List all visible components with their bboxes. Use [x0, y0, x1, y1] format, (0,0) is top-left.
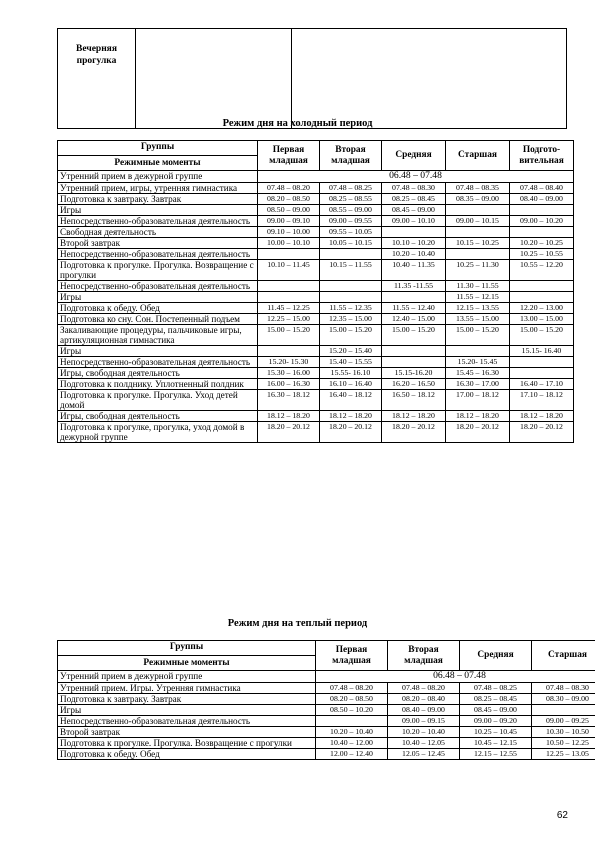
- time-cell: 18.20 – 20.12: [382, 422, 446, 443]
- time-cell: [510, 227, 574, 238]
- time-cell: 10.10 – 11.45: [258, 260, 320, 281]
- row-label: Подготовка ко сну. Сон. Постепенный подъем: [58, 314, 258, 325]
- table-row: [58, 738, 595, 749]
- header-col: Средняя: [382, 141, 446, 171]
- time-cell: 10.40 – 12.05: [388, 738, 460, 749]
- time-cell: 08.20 – 08.50: [258, 194, 320, 205]
- time-cell: [382, 227, 446, 238]
- time-cell: [258, 281, 320, 292]
- time-cell: 15.20 – 15.40: [320, 346, 382, 357]
- time-cell: 10.40 – 12.00: [316, 738, 388, 749]
- time-cell: 11.55 – 12.40: [382, 303, 446, 314]
- header-groups: Группы: [58, 642, 315, 656]
- header-col: Вторая младшая: [388, 641, 460, 671]
- table-row: [58, 227, 574, 238]
- cold-span-row: [58, 171, 574, 183]
- time-cell: 12.05 – 12.45: [388, 749, 460, 760]
- time-cell: 09.00 – 09.55: [320, 216, 382, 227]
- time-cell: 15.00 – 15.20: [382, 325, 446, 346]
- header-groups-moments: [58, 641, 316, 671]
- time-cell: 09.00 – 09.20: [460, 716, 532, 727]
- time-cell: 18.20 – 20.12: [320, 422, 382, 443]
- time-cell: 07.48 – 08.20: [316, 683, 388, 694]
- table-row: [58, 292, 574, 303]
- time-cell: 09.00 – 10.10: [382, 216, 446, 227]
- time-cell: [510, 281, 574, 292]
- row-label: Непосредственно-образовательная деятельность: [58, 716, 316, 727]
- header-groups-moments: [58, 141, 258, 171]
- time-cell: [446, 227, 510, 238]
- time-cell: 13.00 – 15.00: [510, 314, 574, 325]
- time-cell: 15.55- 16.10: [320, 368, 382, 379]
- row-label: Игры: [58, 346, 258, 357]
- row-label: Игры, свободная деятельность: [58, 411, 258, 422]
- cold-period-table: [57, 140, 574, 443]
- row-label: Игры: [58, 705, 316, 716]
- time-cell: 10.00 – 10.10: [258, 238, 320, 249]
- time-cell: [258, 249, 320, 260]
- span-row-time: 06.48 – 07.48: [258, 171, 574, 183]
- time-cell: 18.20 – 20.12: [446, 422, 510, 443]
- time-cell: 10.25 – 10.55: [510, 249, 574, 260]
- time-cell: [382, 346, 446, 357]
- table-row: [58, 368, 574, 379]
- cold-header-row: [58, 141, 574, 171]
- span-row-label: Утренний прием в дежурной группе: [58, 171, 258, 183]
- time-cell: [320, 281, 382, 292]
- time-cell: 09.00 – 09.10: [258, 216, 320, 227]
- time-cell: 16.40 – 18.12: [320, 390, 382, 411]
- span-row-time: 06.48 – 07.48: [316, 671, 595, 683]
- page-number: 62: [556, 810, 568, 821]
- table-row: [58, 411, 574, 422]
- table-row: [58, 357, 574, 368]
- time-cell: 11.55 – 12.35: [320, 303, 382, 314]
- time-cell: 08.25 – 08.45: [460, 694, 532, 705]
- row-label: Непосредственно-образовательная деятельность: [58, 216, 258, 227]
- time-cell: 08.25 – 08.55: [320, 194, 382, 205]
- time-cell: 10.15 – 11.55: [320, 260, 382, 281]
- time-cell: 12.00 – 12.40: [316, 749, 388, 760]
- warm-period-table: [57, 640, 595, 760]
- table-row: [58, 303, 574, 314]
- time-cell: 18.12 – 18.20: [258, 411, 320, 422]
- time-cell: 18.12 – 18.20: [510, 411, 574, 422]
- time-cell: 10.20 – 10.25: [510, 238, 574, 249]
- time-cell: 08.30 – 09.00: [532, 694, 595, 705]
- header-col: Вторая младшая: [320, 141, 382, 171]
- row-label: Подготовка к полднику. Уплотненный полдник: [58, 379, 258, 390]
- time-cell: 09.55 – 10.05: [320, 227, 382, 238]
- time-cell: 10.15 – 10.25: [446, 238, 510, 249]
- time-cell: [510, 357, 574, 368]
- header-col: Старшая: [446, 141, 510, 171]
- time-cell: 11.35 -11.55: [382, 281, 446, 292]
- header-moments: Режимные моменты: [114, 158, 201, 168]
- evening-walk-cell: [136, 29, 292, 129]
- time-cell: 11.45 – 12.25: [258, 303, 320, 314]
- row-label: Игры: [58, 292, 258, 303]
- time-cell: 12.15 – 12.55: [460, 749, 532, 760]
- time-cell: 16.10 – 16.40: [320, 379, 382, 390]
- table-row: [58, 694, 595, 705]
- row-label: Утренний прием. Игры. Утренняя гимнастика: [58, 683, 316, 694]
- time-cell: 09.00 – 09.25: [532, 716, 595, 727]
- table-row: [58, 727, 595, 738]
- time-cell: 18.20 – 20.12: [258, 422, 320, 443]
- table-row: [58, 422, 574, 443]
- time-cell: 10.25 – 10.45: [460, 727, 532, 738]
- row-label: Второй завтрак: [58, 727, 316, 738]
- time-cell: 10.20 – 10.40: [382, 249, 446, 260]
- time-cell: 15.00 – 15.20: [446, 325, 510, 346]
- header-groups: Группы: [58, 142, 257, 156]
- header-col: Подгото-вительная: [510, 141, 574, 171]
- time-cell: 12.25 – 13.05: [532, 749, 595, 760]
- row-label: Подготовка к завтраку. Завтрак: [58, 194, 258, 205]
- row-label: Игры: [58, 205, 258, 216]
- time-cell: 10.20 – 10.40: [316, 727, 388, 738]
- time-cell: 18.12 – 18.20: [446, 411, 510, 422]
- time-cell: 10.50 – 12.25: [532, 738, 595, 749]
- time-cell: [382, 292, 446, 303]
- row-label: Непосредственно-образовательная деятельность: [58, 281, 258, 292]
- evening-walk-label: Вечерняя прогулка: [58, 29, 136, 129]
- time-cell: 10.20 – 10.40: [388, 727, 460, 738]
- table-row: [58, 683, 595, 694]
- time-cell: 15.00 – 15.20: [258, 325, 320, 346]
- time-cell: 07.48 – 08.25: [460, 683, 532, 694]
- span-row-label: Утренний прием в дежурной группе: [58, 671, 316, 683]
- time-cell: 16.40 – 17.10: [510, 379, 574, 390]
- table-row: [58, 749, 595, 760]
- time-cell: [320, 292, 382, 303]
- header-col: Средняя: [460, 641, 532, 671]
- time-cell: 10.05 – 10.15: [320, 238, 382, 249]
- time-cell: 08.50 – 10.20: [316, 705, 388, 716]
- time-cell: 09.00 – 10.20: [510, 216, 574, 227]
- time-cell: 12.40 – 15.00: [382, 314, 446, 325]
- time-cell: 15.15- 16.40: [510, 346, 574, 357]
- cold-period-title: Режим дня на холодный период: [222, 118, 373, 129]
- row-label: Свободная деятельность: [58, 227, 258, 238]
- time-cell: 16.30 – 17.00: [446, 379, 510, 390]
- row-label: Подготовка к прогулке, прогулка, уход домой в дежурной группе: [58, 422, 258, 443]
- table-row: [58, 379, 574, 390]
- time-cell: 10.55 – 12.20: [510, 260, 574, 281]
- row-label: Второй завтрак: [58, 238, 258, 249]
- row-label: Подготовка к прогулке. Прогулка. Возвращение с прогулки: [58, 260, 258, 281]
- time-cell: 07.48 – 08.20: [258, 183, 320, 194]
- table-row: [58, 183, 574, 194]
- table-row: [58, 314, 574, 325]
- time-cell: 12.15 – 13.55: [446, 303, 510, 314]
- time-cell: [316, 716, 388, 727]
- header-col: Первая младшая: [316, 641, 388, 671]
- time-cell: 13.55 – 15.00: [446, 314, 510, 325]
- table-row: [58, 194, 574, 205]
- time-cell: 18.12 – 18.20: [382, 411, 446, 422]
- time-cell: 17.10 – 18.12: [510, 390, 574, 411]
- header-moments: Режимные моменты: [143, 658, 230, 668]
- time-cell: 15.40 – 15.55: [320, 357, 382, 368]
- row-label: Закаливающие процедуры, пальчиковые игры, артикуляционная гимнастика: [58, 325, 258, 346]
- table-row: [58, 281, 574, 292]
- time-cell: 08.50 – 09.00: [258, 205, 320, 216]
- table-row: [58, 716, 595, 727]
- time-cell: 07.48 – 08.20: [388, 683, 460, 694]
- table-row: [58, 238, 574, 249]
- time-cell: 08.55 – 09.00: [320, 205, 382, 216]
- time-cell: [510, 205, 574, 216]
- time-cell: 08.45 – 09.00: [460, 705, 532, 716]
- table-row: [58, 205, 574, 216]
- time-cell: 09.00 – 09.15: [388, 716, 460, 727]
- time-cell: 08.20 – 08.40: [388, 694, 460, 705]
- time-cell: 15.30 – 16.00: [258, 368, 320, 379]
- time-cell: [258, 346, 320, 357]
- time-cell: 07.48 – 08.40: [510, 183, 574, 194]
- evening-walk-table: [57, 28, 567, 129]
- table-row: [58, 346, 574, 357]
- time-cell: 10.10 – 10.20: [382, 238, 446, 249]
- time-cell: 08.25 – 08.45: [382, 194, 446, 205]
- row-label: Утренний прием, игры, утренняя гимнастика: [58, 183, 258, 194]
- time-cell: 15.45 – 16.30: [446, 368, 510, 379]
- row-label: Подготовка к обеду. Обед: [58, 303, 258, 314]
- time-cell: 12.25 – 15.00: [258, 314, 320, 325]
- time-cell: 10.25 – 11.30: [446, 260, 510, 281]
- warm-header-row: [58, 641, 595, 671]
- time-cell: 08.20 – 08.50: [316, 694, 388, 705]
- warm-period-title: Режим дня на теплый период: [227, 618, 368, 629]
- time-cell: 10.30 – 10.50: [532, 727, 595, 738]
- time-cell: 10.40 – 11.35: [382, 260, 446, 281]
- time-cell: 12.35 – 15.00: [320, 314, 382, 325]
- time-cell: 15.00 – 15.20: [510, 325, 574, 346]
- time-cell: 07.48 – 08.35: [446, 183, 510, 194]
- time-cell: 12.20 – 13.00: [510, 303, 574, 314]
- row-label: Подготовка к прогулке. Прогулка. Уход детей домой: [58, 390, 258, 411]
- table-row: [58, 260, 574, 281]
- time-cell: [446, 205, 510, 216]
- time-cell: 07.48 – 08.25: [320, 183, 382, 194]
- table-row: [58, 325, 574, 346]
- table-row: [58, 705, 595, 716]
- warm-span-row: [58, 671, 595, 683]
- time-cell: 07.48 – 08.30: [382, 183, 446, 194]
- time-cell: 11.30 – 11.55: [446, 281, 510, 292]
- row-label: Подготовка к прогулке. Прогулка. Возвращение с прогулки: [58, 738, 316, 749]
- time-cell: 15.15-16.20: [382, 368, 446, 379]
- header-col: Старшая: [532, 641, 595, 671]
- time-cell: 08.35 – 09.00: [446, 194, 510, 205]
- evening-walk-cell: [292, 29, 567, 129]
- table-row: [58, 216, 574, 227]
- time-cell: 16.20 – 16.50: [382, 379, 446, 390]
- row-label: Игры, свободная деятельность: [58, 368, 258, 379]
- row-label: Подготовка к завтраку. Завтрак: [58, 694, 316, 705]
- table-row: [58, 249, 574, 260]
- header-col: Первая младшая: [258, 141, 320, 171]
- time-cell: [510, 368, 574, 379]
- row-label: Непосредственно-образовательная деятельность: [58, 357, 258, 368]
- time-cell: 16.00 – 16.30: [258, 379, 320, 390]
- time-cell: [320, 249, 382, 260]
- time-cell: [446, 346, 510, 357]
- time-cell: 17.00 – 18.12: [446, 390, 510, 411]
- time-cell: 16.50 – 18.12: [382, 390, 446, 411]
- time-cell: 16.30 – 18.12: [258, 390, 320, 411]
- time-cell: [532, 705, 595, 716]
- time-cell: 18.12 – 18.20: [320, 411, 382, 422]
- time-cell: [382, 357, 446, 368]
- time-cell: [510, 292, 574, 303]
- time-cell: 15.20- 15.45: [446, 357, 510, 368]
- time-cell: [258, 292, 320, 303]
- time-cell: 09.00 – 10.15: [446, 216, 510, 227]
- time-cell: [446, 249, 510, 260]
- table-row: [58, 390, 574, 411]
- time-cell: 07.48 – 08.30: [532, 683, 595, 694]
- time-cell: 08.45 – 09.00: [382, 205, 446, 216]
- row-label: Подготовка к обеду. Обед: [58, 749, 316, 760]
- row-label: Непосредственно-образовательная деятельность: [58, 249, 258, 260]
- time-cell: 15.00 – 15.20: [320, 325, 382, 346]
- time-cell: 10.45 – 12.15: [460, 738, 532, 749]
- time-cell: 18.20 – 20.12: [510, 422, 574, 443]
- time-cell: 09.10 – 10.00: [258, 227, 320, 238]
- time-cell: 15.20- 15.30: [258, 357, 320, 368]
- time-cell: 08.40 – 09.00: [510, 194, 574, 205]
- time-cell: 08.40 – 09.00: [388, 705, 460, 716]
- time-cell: 11.55 – 12.15: [446, 292, 510, 303]
